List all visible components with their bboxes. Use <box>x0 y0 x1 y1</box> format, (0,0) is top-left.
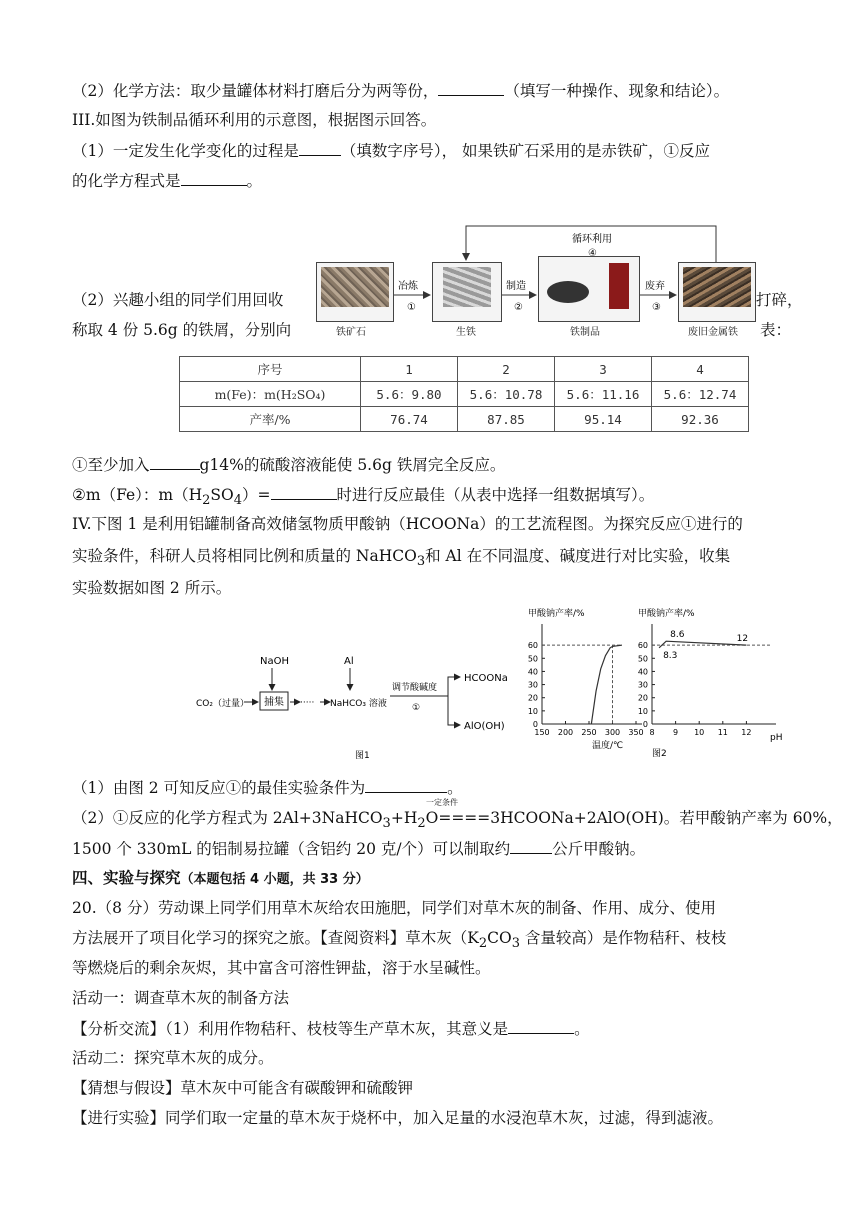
line-1: （2）化学方法：取少量罐体材料打磨后分为两等份， （填写一种操作、现象和结论）。 <box>72 82 730 100</box>
table-cell: 95.14 <box>555 407 652 432</box>
line-14: 1500 个 330mL 的铝制易拉罐（含铝约 20 克/个）可以制取约 公斤甲酸钠。 <box>72 840 646 858</box>
y-tick-label: 10 <box>527 706 538 716</box>
answer-blank[interactable] <box>271 484 337 500</box>
pig-iron-label: 生铁 <box>456 327 476 338</box>
y-tick-label: 60 <box>527 641 538 651</box>
y-tick-label: 0 <box>642 720 648 729</box>
y-tick-label: 0 <box>532 720 538 729</box>
x-tick-label: 8 <box>649 728 655 737</box>
discard-label: 废弃 <box>645 281 665 292</box>
ore-label: 铁矿石 <box>336 327 366 338</box>
line-6-end: 表： <box>760 321 792 339</box>
line-2: III.如图为铁制品循环利用的示意图，根据图示回答。 <box>72 111 437 129</box>
line-10: 实验条件，科研人员将相同比例和质量的 NaHCO$_3$和 Al 在不同温度、碱度进行对比实验，收集 <box>72 547 731 570</box>
line-3: （1）一定发生化学变化的过程是 （填数字序号）， 如果铁矿石采用的是赤铁矿，①反应 <box>72 142 711 160</box>
x-tick-label: 9 <box>673 728 679 737</box>
y-tick-label: 50 <box>637 654 648 664</box>
temperature-yield-chart <box>518 604 646 754</box>
table-header: m(Fe)：m(H₂SO₄) <box>180 382 361 407</box>
scrap-label: 废旧金属铁 <box>688 327 738 338</box>
x-tick-label: 200 <box>557 728 574 737</box>
line-6: 称取 4 份 5.6g 的铁屑，分别向 <box>72 321 292 339</box>
y-tick-label: 40 <box>637 667 648 677</box>
table-cell: 87.85 <box>458 407 555 432</box>
data-line <box>659 641 746 648</box>
products-label: 铁制品 <box>570 327 600 338</box>
al-label: Al <box>344 656 354 667</box>
answer-blank[interactable] <box>510 838 552 854</box>
line-5: （2）兴趣小组的同学们用回收 <box>72 291 284 309</box>
table-cell: 92.36 <box>652 407 749 432</box>
line-7: ①至少加入 g14%的硫酸溶液能使 5.6g 铁屑完全反应。 <box>72 456 506 474</box>
table-header: 产率/% <box>180 407 361 432</box>
data-label: 8.6 <box>670 630 685 641</box>
table-cell: 5.6：10.78 <box>458 382 555 407</box>
x-tick-label: 350 <box>628 728 644 737</box>
reaction-condition: 一定条件 <box>426 798 458 807</box>
line-23: 【进行实验】同学们取一定量的草木灰于烧杯中，加入足量的水浸泡草木灰，过滤，得到滤液。 <box>72 1109 724 1127</box>
y-tick-label: 10 <box>637 706 648 716</box>
table-cell: 2 <box>458 357 555 382</box>
capture-label: 捕集 <box>264 697 284 708</box>
ph-yield-chart <box>632 604 792 764</box>
data-label: 8.3 <box>663 650 678 661</box>
cycle-arrows <box>0 0 860 340</box>
table-row <box>180 382 749 407</box>
co2-label: CO₂（过量） <box>196 699 249 709</box>
y-tick-label: 20 <box>527 693 538 703</box>
table-cell: 5.6：12.74 <box>652 382 749 407</box>
adjust-label: 调节酸碱度 <box>392 683 438 693</box>
x-axis-label: pH <box>770 733 783 743</box>
x-tick-label: 250 <box>581 728 597 737</box>
table-cell: 1 <box>361 357 458 382</box>
naoh-label: NaOH <box>260 656 289 667</box>
x-axis-label: 温度/℃ <box>592 741 624 751</box>
table-cell: 5.6：9.80 <box>361 382 458 407</box>
yield-table <box>179 356 749 432</box>
step-4: ④ <box>588 248 597 259</box>
recycle-label: 循环利用 <box>572 234 612 245</box>
flow-dots: ····· <box>300 698 315 708</box>
flow-diagram <box>180 640 520 765</box>
line-19: 活动一：调查草木灰的制备方法 <box>72 989 290 1007</box>
step-2: ② <box>514 302 523 313</box>
fig1-caption: 图1 <box>355 751 370 761</box>
table-header: 序号 <box>180 357 361 382</box>
line-11: 实验数据如图 2 所示。 <box>72 579 232 597</box>
line-13: （2）①反应的化学方程式为 $2Al+3NaHCO_3+H_2O====3HCOONa+2AlO(OH)$。若甲酸钠产率为 60%， <box>72 809 843 832</box>
table-cell: 5.6：11.16 <box>555 382 652 407</box>
y-tick-label: 40 <box>527 667 538 677</box>
line-18: 等燃烧后的剩余灰烬，其中富含可溶性钾盐，溶于水呈碱性。 <box>72 959 491 977</box>
line-17: 方法展开了项目化学习的探究之旅。【查阅资料】草木灰（$K_2CO_3$ 含量较高）是作物秸秆、枝枝 <box>72 929 727 952</box>
make-label: 制造 <box>506 281 526 292</box>
x-tick-label: 300 <box>604 728 621 737</box>
x-tick-label: 11 <box>717 728 728 737</box>
table-cell: 76.74 <box>361 407 458 432</box>
data-label: 12 <box>736 634 749 645</box>
x-tick-label: 12 <box>741 728 752 737</box>
y-tick-label: 60 <box>637 641 648 651</box>
flow-step-1: ① <box>412 703 421 713</box>
line-9: IV.下图 1 是利用铝罐制备高效储氢物质甲酸钠（HCOONa）的工艺流程图。为探究反应①进行的 <box>72 515 743 533</box>
line-20: 【分析交流】（1）利用作物秸秆、枝枝等生产草木灰，其意义是 。 <box>72 1020 590 1038</box>
table-row <box>180 407 749 432</box>
answer-blank[interactable] <box>150 454 200 470</box>
y-axis-label: 甲酸钠产率/% <box>638 609 695 619</box>
table-row <box>180 357 749 382</box>
line-8: ②m（Fe）：$m(H_2SO_4)=$ 时进行反应最佳（从表中选择一组数据填写）。 <box>72 486 655 509</box>
answer-blank[interactable] <box>365 777 447 793</box>
y-tick-label: 20 <box>637 693 648 703</box>
line-21: 活动二：探究草木灰的成分。 <box>72 1049 274 1067</box>
product-aloh: AlO(OH) <box>464 721 505 732</box>
line-4: 的化学方程式是 。 <box>72 172 263 190</box>
table-cell: 4 <box>652 357 749 382</box>
line-12: （1）由图 2 可知反应①的最佳实验条件为 。 <box>72 779 463 797</box>
nahco3-label: NaHCO₃ 溶液 <box>330 699 387 709</box>
x-tick-label: 150 <box>534 728 550 737</box>
y-tick-label: 30 <box>527 680 538 690</box>
line-5-end: 打碎， <box>756 291 803 309</box>
line-22: 【猜想与假设】草木灰中可能含有碳酸钾和硫酸钾 <box>72 1079 414 1097</box>
data-line <box>591 645 622 724</box>
table-cell: 3 <box>555 357 652 382</box>
section-heading: 四、实验与探究（本题包括 4 小题，共 33 分） <box>72 869 369 887</box>
y-tick-label: 30 <box>637 680 648 690</box>
step-3: ③ <box>652 302 661 313</box>
fig2-caption: 图2 <box>652 749 667 759</box>
y-tick-label: 50 <box>527 654 538 664</box>
answer-blank[interactable] <box>508 1018 574 1034</box>
line-16: 20.（8 分）劳动课上同学们用草木灰给农田施肥，同学们对草木灰的制备、作用、成分、使用 <box>72 899 716 917</box>
smelt-label: 冶炼 <box>398 281 418 292</box>
step-1: ① <box>407 302 416 313</box>
product-hcoona: HCOONa <box>464 673 508 684</box>
y-axis-label: 甲酸钠产率/% <box>528 609 585 619</box>
x-tick-label: 10 <box>694 728 705 737</box>
